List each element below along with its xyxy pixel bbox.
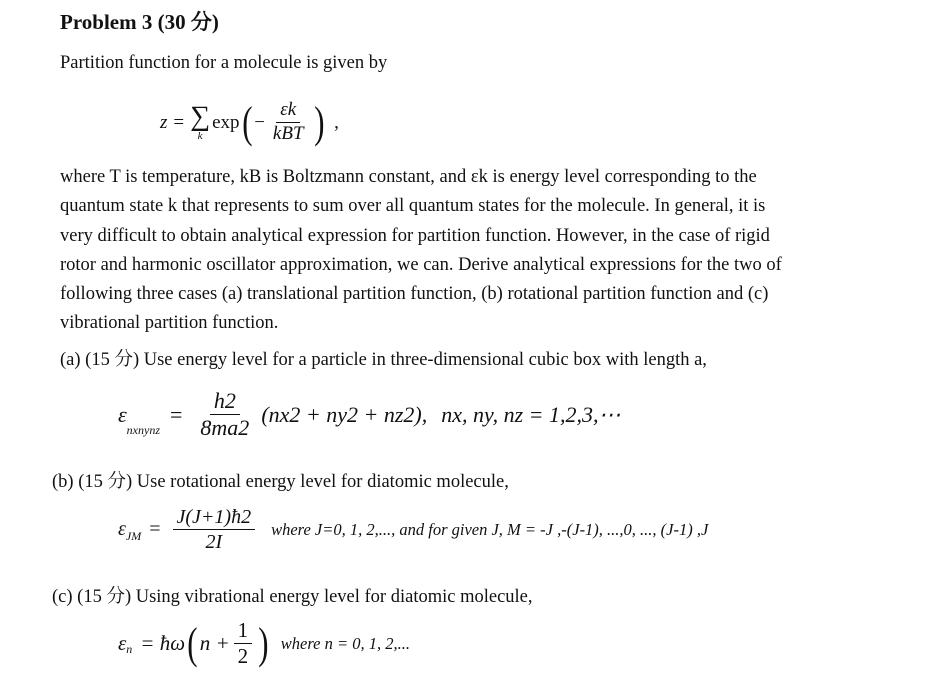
part-a-condition: nx, ny, nz = 1,2,3,⋯ — [441, 401, 621, 427]
part-b-equation — [118, 505, 708, 554]
eq1-equals: = — [173, 111, 185, 133]
intro-text: Partition function for a molecule is given by — [60, 53, 388, 73]
part-c-inner: n + — [199, 631, 230, 656]
part-b-condition: where J=0, 1, 2,..., and for given J, M = -J ,-(J-1), ...,0, ..., (J-1) ,J — [271, 519, 709, 539]
eq1-comma: , — [334, 111, 339, 133]
part-a-label: (a) (15 分) Use energy level for a particle in three-dimensional cubic box with length a, — [60, 350, 707, 370]
part-b-numerator: J(J+1)ħ2 — [173, 505, 256, 530]
part-a-rhs: (nx2 + ny2 + nz2), — [261, 401, 428, 427]
part-c-equals: = ħω — [140, 631, 186, 656]
part-b-fraction — [173, 505, 256, 554]
eq1-numerator: εk — [276, 99, 300, 123]
part-c-condition: where n = 0, 1, 2,... — [280, 633, 410, 653]
part-c-lhs-sub: n — [126, 642, 133, 657]
part-c-right-paren: ) — [258, 619, 269, 669]
part-b-lhs-sub: JM — [125, 529, 142, 543]
eq1-minus: − — [254, 111, 265, 133]
part-b-label: (b) (15 分) Use rotational energy level for diatomic molecule, — [52, 472, 509, 492]
paragraph-line: vibrational partition function. — [60, 313, 279, 334]
part-a-numerator: h2 — [210, 388, 240, 415]
partition-function-equation — [160, 97, 339, 148]
part-c-denominator: 2 — [237, 644, 249, 669]
paragraph-line: very difficult to obtain analytical expression for partition function. However, in the case of rigid — [60, 225, 770, 246]
part-c-lhs: ε — [118, 631, 127, 656]
part-c-left-paren: ( — [187, 619, 198, 669]
part-a-equals: = — [170, 401, 183, 427]
paragraph-line: rotor and harmonic oscillator approximation, we can. Derive analytical expressions for the two of — [60, 254, 782, 275]
paragraph-line: quantum state k that represents to sum over all quantum states for the molecule. In general, it is — [60, 196, 766, 217]
problem-title: Problem 3 (30 分) — [60, 10, 219, 34]
eq1-denominator: kBT — [272, 123, 304, 144]
description-paragraph — [60, 163, 860, 339]
part-c-fraction — [234, 618, 253, 669]
part-c-equation — [118, 618, 410, 669]
eq1-fraction — [269, 99, 308, 146]
part-a-denominator: 8ma2 — [200, 415, 250, 441]
part-b-lhs: ε — [118, 518, 126, 540]
part-a-lhs-sub: nxnynz — [126, 422, 160, 437]
part-b-equals: = — [149, 518, 161, 540]
left-paren: ( — [241, 98, 252, 147]
eq1-lhs: z — [160, 111, 168, 133]
paragraph-line: where T is temperature, kB is Boltzmann constant, and εk is energy level corresponding to the — [60, 167, 757, 187]
summation-symbol: ∑ k — [190, 101, 211, 142]
part-c-label: (c) (15 分) Using vibrational energy level for diatomic molecule, — [52, 587, 533, 607]
part-b-denominator: 2I — [205, 531, 223, 553]
part-a-lhs: ε — [118, 401, 127, 427]
part-c-numerator: 1 — [234, 618, 253, 644]
exp-function: exp — [212, 111, 240, 133]
paragraph-line: following three cases (a) translational partition function, (b) rotational partition function and (c) — [60, 284, 769, 305]
part-a-fraction — [196, 388, 253, 442]
part-a-equation — [118, 388, 620, 442]
right-paren: ) — [313, 98, 324, 147]
